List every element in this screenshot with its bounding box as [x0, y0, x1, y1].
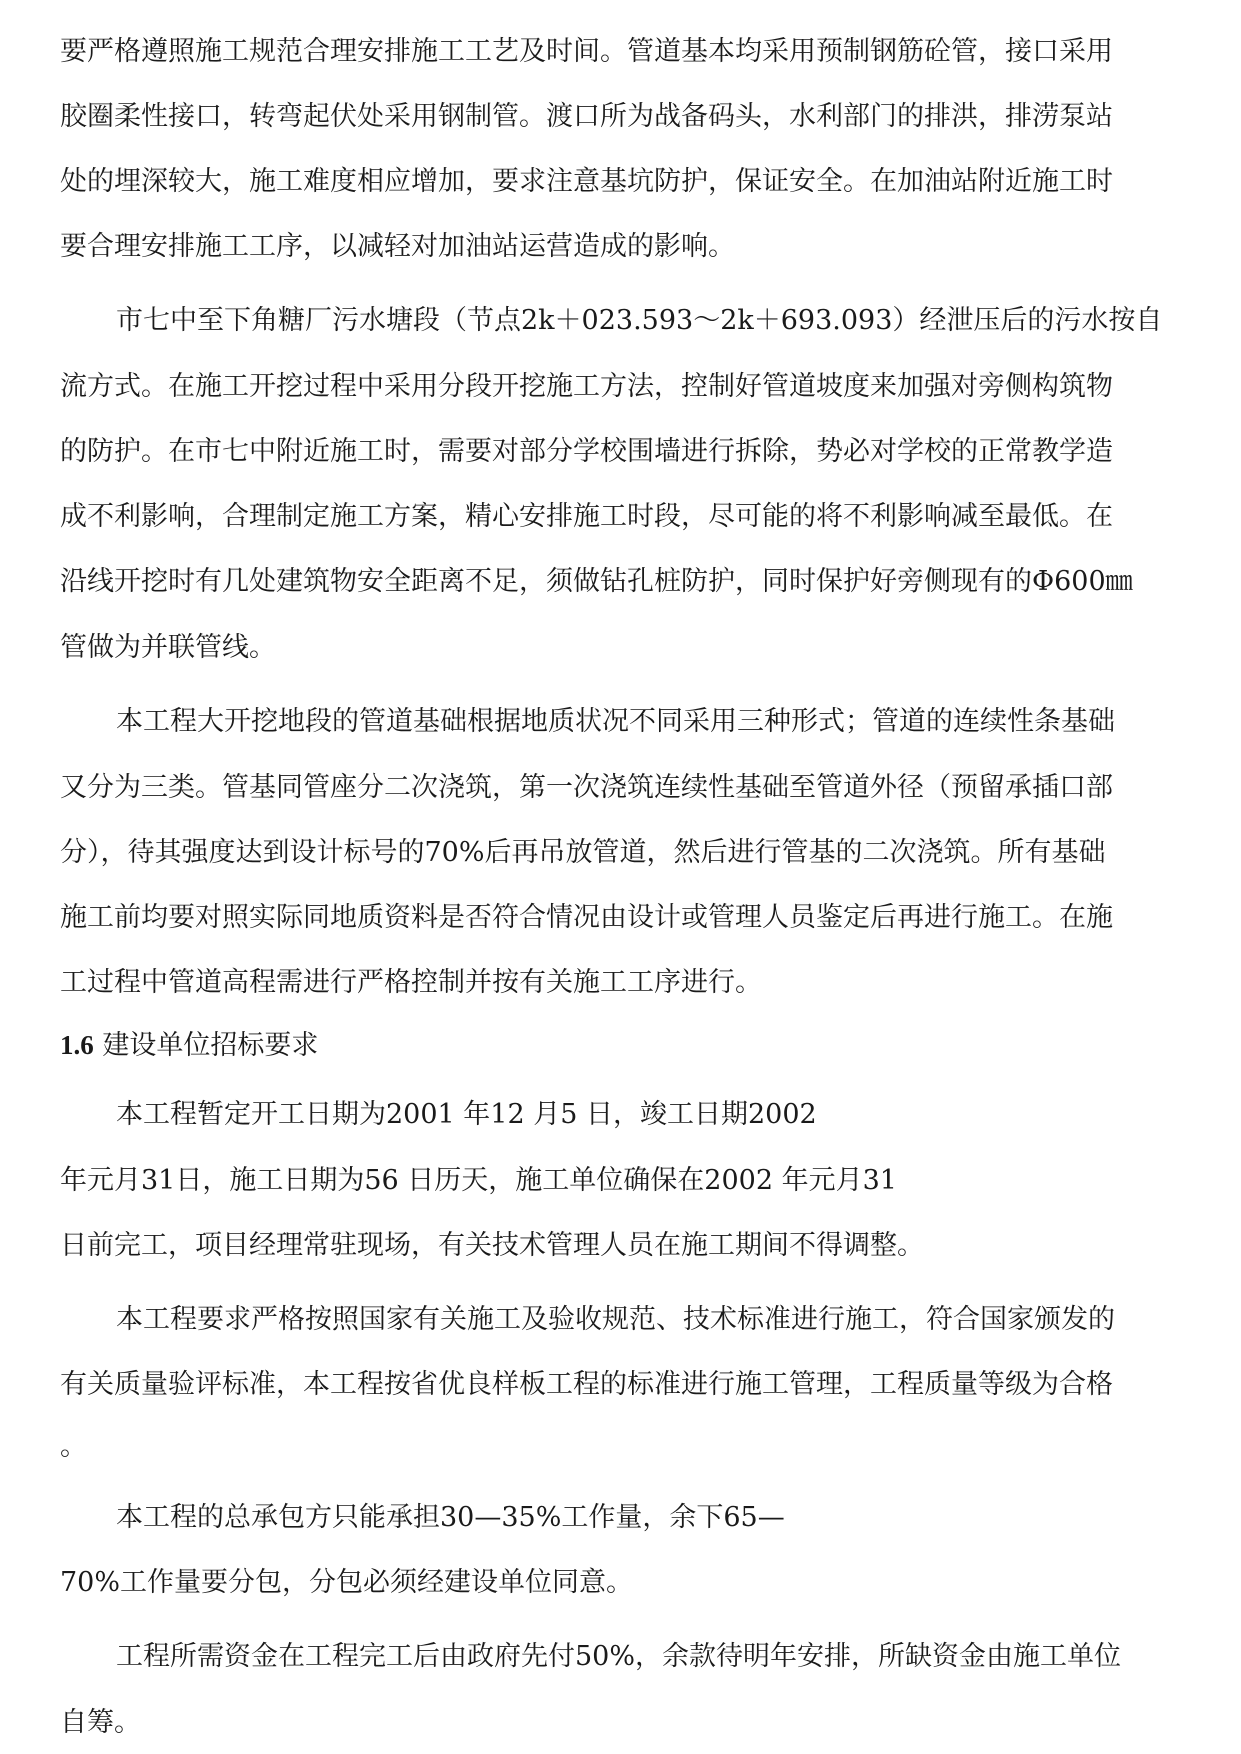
paragraph-3-line-5: 工过程中管道高程需进行严格控制并按有关施工工序进行。 — [60, 967, 762, 998]
paragraph-4-line-2: 年元月31日，施工日期为56 日历天，施工单位确保在2002 年元月31 — [60, 1165, 897, 1196]
paragraph-1-line-1: 要严格遵照施工规范合理安排施工工艺及时间。管道基本均采用预制钢筋砼管，接口采用 — [60, 36, 1113, 67]
paragraph-3-line-1: 本工程大开挖地段的管道基础根据地质状况不同采用三种形式；管道的连续性条基础 — [116, 706, 1115, 737]
paragraph-7-line-2: 自筹。 — [60, 1707, 141, 1738]
paragraph-2-line-3: 的防护。在市七中附近施工时，需要对部分学校围墙进行拆除，势必对学校的正常教学造 — [60, 436, 1113, 467]
paragraph-1-line-3: 处的埋深较大，施工难度相应增加，要求注意基坑防护，保证安全。在加油站附近施工时 — [60, 166, 1113, 197]
paragraph-5-line-3: 。 — [60, 1431, 87, 1462]
paragraph-3-line-4: 施工前均要对照实际同地质资料是否符合情况由设计或管理人员鉴定后再进行施工。在施 — [60, 902, 1113, 933]
section-title: 建设单位招标要求 — [93, 1030, 319, 1061]
section-heading — [60, 1025, 318, 1066]
paragraph-6-line-2: 70%工作量要分包，分包必须经建设单位同意。 — [60, 1567, 634, 1598]
paragraph-7-line-1: 工程所需资金在工程完工后由政府先付50%，余款待明年安排，所缺资金由施工单位 — [116, 1641, 1122, 1672]
paragraph-4-line-3: 日前完工，项目经理常驻现场，有关技术管理人员在施工期间不得调整。 — [60, 1230, 924, 1261]
paragraph-1-line-2: 胶圈柔性接口，转弯起伏处采用钢制管。渡口所为战备码头，水利部门的排洪，排涝泵站 — [60, 101, 1113, 132]
paragraph-6-line-1: 本工程的总承包方只能承担30—35%工作量，余下65— — [116, 1502, 785, 1533]
paragraph-5-line-2: 有关质量验评标准，本工程按省优良样板工程的标准进行施工管理，工程质量等级为合格 — [60, 1369, 1113, 1400]
paragraph-2-line-5: 沿线开挖时有几处建筑物安全距离不足，须做钻孔桩防护，同时保护好旁侧现有的Φ600㎜ — [60, 566, 1133, 597]
paragraph-2-line-2: 流方式。在施工开挖过程中采用分段开挖施工方法，控制好管道坡度来加强对旁侧构筑物 — [60, 371, 1113, 402]
paragraph-5-line-1: 本工程要求严格按照国家有关施工及验收规范、技术标准进行施工，符合国家颁发的 — [116, 1304, 1115, 1335]
paragraph-2-line-6: 管做为并联管线。 — [60, 632, 276, 663]
paragraph-4-line-1: 本工程暂定开工日期为2001 年12 月5 日，竣工日期2002 — [116, 1099, 817, 1130]
paragraph-2-line-4: 成不利影响，合理制定施工方案，精心安排施工时段，尽可能的将不利影响减至最低。在 — [60, 501, 1113, 532]
paragraph-1-line-4: 要合理安排施工工序，以减轻对加油站运营造成的影响。 — [60, 231, 735, 262]
paragraph-3-line-3: 分），待其强度达到设计标号的70%后再吊放管道，然后进行管基的二次浇筑。所有基础 — [60, 837, 1106, 868]
paragraph-2-line-1: 市七中至下角糖厂污水塘段（节点2k＋023.593～2k＋693.093）经泄压后的污水按自 — [116, 305, 1163, 336]
paragraph-3-line-2: 又分为三类。管基同管座分二次浇筑，第一次浇筑连续性基础至管道外径（预留承插口部 — [60, 772, 1113, 803]
section-number: 1.6 — [60, 1030, 94, 1060]
